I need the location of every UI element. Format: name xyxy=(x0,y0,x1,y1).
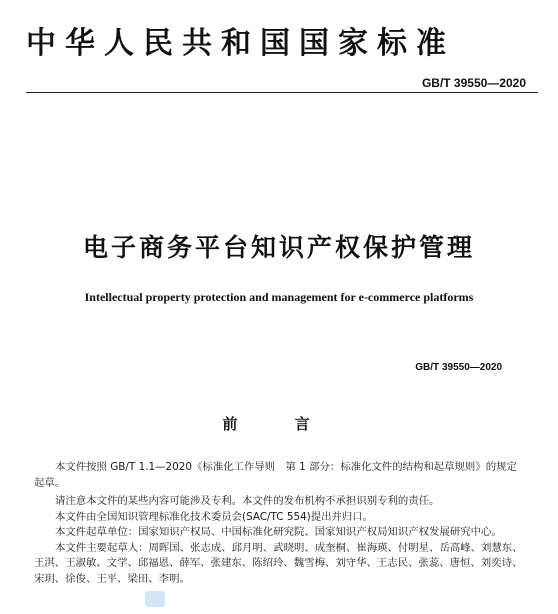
standard-category-title: 中华人民共和国国家标准 xyxy=(26,26,455,61)
header-rule xyxy=(26,92,538,93)
foreword-heading: 前 言 xyxy=(222,415,336,433)
paragraph-drafting-rules: 本文件按照 GB/T 1.1—2020《标准化工作导则 第 1 部分：标准化文件的结构和起草规则》的规定起草。 xyxy=(34,461,517,489)
paragraph-drafting-units: 本文件起草单位：国家知识产权局、中国标准化研究院、国家知识产权局知识产权发展研究中心。 xyxy=(55,526,502,538)
document-title-cn: 电子商务平台知识产权保护管理 xyxy=(82,233,475,262)
standard-number-page: GB/T 39550—2020 xyxy=(415,362,502,373)
paragraph-drafters: 本文件主要起草人：周晖国、张志成、邱月明、武晓明、成奎桐、崔海瑛、付明星、岳高峰、刘慧东、王淇、王淑敏、文学、邱福恩、薛军、张建东、陈绍玲、魏雪梅、刘守华、王志民、张蕊、唐恒、刘奕诗、宋玥、徐俊、王平、梁田、李明。 xyxy=(34,541,523,585)
watermark-icon xyxy=(145,591,165,607)
standard-number-top: GB/T 39550—2020 xyxy=(421,76,526,90)
foreword-body xyxy=(34,460,524,587)
paragraph-patent-notice: 请注意本文件的某些内容可能涉及专利。本文件的发布机构不承担识别专利的责任。 xyxy=(55,495,440,507)
paragraph-committee: 本文件由全国知识管理标准化技术委员会(SAC/TC 554)提出并归口。 xyxy=(55,510,374,523)
document-title-en: Intellectual property protection and management for e-commerce platforms xyxy=(84,290,474,304)
